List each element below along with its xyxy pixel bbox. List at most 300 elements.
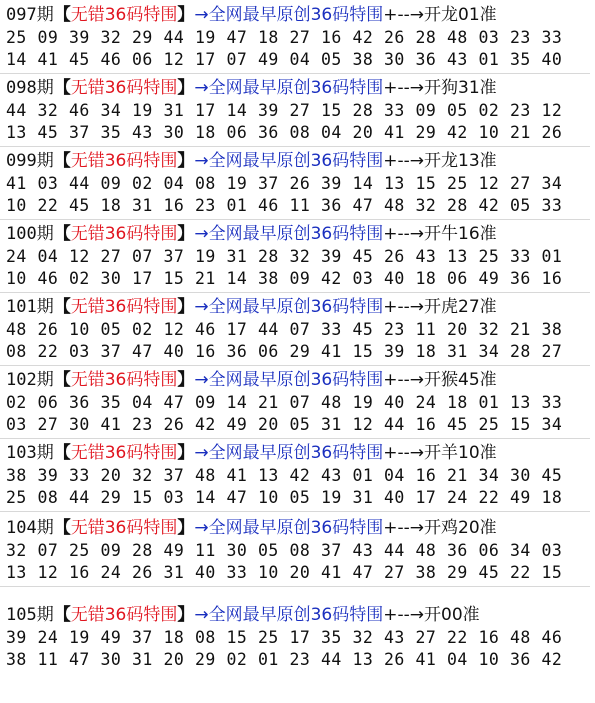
number-cell: 28 [132,541,153,560]
result-text: 开龙13准 [424,151,497,171]
number-row [6,195,592,217]
number-cell: 02 [132,320,153,339]
number-cell: 25 [258,628,279,647]
period-label: 098期 [6,78,54,98]
number-cell: 03 [541,541,563,560]
number-cell: 28 [447,196,468,215]
period-label: 100期 [6,224,54,244]
number-cell: 32 [132,466,153,485]
number-cell: 09 [195,393,216,412]
number-cell: 48 [447,28,468,47]
number-cell: 09 [37,28,59,47]
right-bracket: 】 [177,5,195,25]
number-cell: 05 [289,415,311,434]
divider [0,511,590,512]
number-cell: 01 [226,196,248,215]
period-header [6,222,592,246]
promo-text: 全网最早原创36码特围 [208,224,384,244]
number-cell: 44 [163,28,185,47]
number-cell: 34 [541,415,563,434]
promo-text: 全网最早原创36码特围 [208,297,384,317]
number-cell: 31 [226,247,248,266]
period-label: 102期 [6,370,54,390]
period-header [6,149,592,173]
number-cell: 43 [384,628,405,647]
right-bracket: 】 [177,224,195,244]
right-bracket: 】 [177,78,195,98]
number-cell: 37 [258,174,279,193]
number-cell: 23 [510,28,531,47]
number-cell: 15 [163,269,185,288]
number-cell: 39 [321,247,342,266]
number-cell: 22 [510,563,531,582]
number-cell: 22 [447,628,468,647]
number-cell: 35 [100,123,122,142]
number-cell: 15 [415,174,437,193]
number-cell: 27 [541,342,563,361]
number-cell: 47 [352,563,374,582]
period-label: 104期 [6,518,54,538]
number-cell: 41 [100,415,122,434]
number-cell: 45 [69,50,90,69]
number-cell: 18 [163,628,185,647]
number-cell: 09 [289,269,311,288]
number-cell: 43 [352,541,374,560]
number-cell: 15 [510,415,531,434]
right-bracket: 】 [177,370,195,390]
number-cell: 13 [6,563,27,582]
number-cell: 44 [6,101,27,120]
number-cell: 12 [163,50,185,69]
number-row [6,122,592,144]
number-cell: 46 [69,101,90,120]
number-cell: 15 [541,563,563,582]
number-row [6,465,592,487]
number-cell: 42 [195,415,216,434]
number-cell: 13 [258,466,279,485]
period-header [6,603,592,627]
number-cell: 38 [541,320,563,339]
number-row [6,627,592,649]
number-cell: 48 [321,393,342,412]
number-cell: 21 [258,393,279,412]
left-bracket: 【 [53,518,71,538]
divider [0,292,590,293]
number-cell: 36 [258,123,279,142]
number-cell: 23 [195,196,216,215]
number-cell: 04 [289,50,311,69]
banner-title: 无错36码特围 [70,297,178,317]
divider [0,586,590,587]
number-cell: 26 [289,174,311,193]
period-block [6,368,592,436]
number-cell: 06 [132,50,153,69]
right-bracket: 】 [177,443,195,463]
number-cell: 14 [352,174,374,193]
number-cell: 16 [541,269,563,288]
number-cell: 06 [258,342,279,361]
banner-title: 无错36码特围 [70,370,178,390]
number-cell: 21 [510,320,531,339]
period-header [6,368,592,392]
number-cell: 20 [258,415,279,434]
period-block [6,603,592,671]
number-cell: 29 [132,28,153,47]
number-cell: 01 [258,650,279,669]
number-cell: 40 [384,393,405,412]
number-cell: 30 [510,466,531,485]
number-cell: 33 [226,563,248,582]
number-cell: 47 [163,393,185,412]
number-cell: 47 [69,650,90,669]
number-cell: 17 [195,50,216,69]
number-cell: 27 [289,101,311,120]
number-cell: 13 [384,174,405,193]
number-cell: 09 [415,101,437,120]
number-cell: 45 [447,415,468,434]
number-cell: 47 [352,196,374,215]
number-cell: 24 [447,488,468,507]
number-cell: 42 [289,466,311,485]
number-cell: 33 [541,28,563,47]
number-cell: 07 [226,50,248,69]
number-cell: 25 [478,415,500,434]
number-cell: 18 [258,28,279,47]
number-cell: 20 [352,123,374,142]
number-cell: 46 [258,196,279,215]
number-cell: 43 [321,466,342,485]
number-cell: 33 [541,393,563,412]
number-cell: 08 [195,628,216,647]
number-cell: 30 [163,123,185,142]
number-cell: 42 [447,123,468,142]
number-cell: 33 [321,320,342,339]
number-cell: 10 [6,269,27,288]
number-cell: 32 [289,247,311,266]
number-cell: 05 [100,320,122,339]
number-cell: 19 [321,488,342,507]
number-cell: 35 [321,628,342,647]
number-cell: 45 [541,466,563,485]
number-cell: 30 [100,650,122,669]
left-bracket: 【 [53,370,71,390]
number-cell: 48 [6,320,27,339]
period-block [6,3,592,71]
number-cell: 18 [415,342,437,361]
number-cell: 32 [478,320,500,339]
number-cell: 04 [163,174,185,193]
number-cell: 36 [69,393,90,412]
right-bracket: 】 [177,605,195,625]
number-cell: 17 [415,488,437,507]
number-cell: 29 [447,563,468,582]
number-cell: 06 [37,393,59,412]
number-cell: 03 [37,174,59,193]
number-cell: 41 [6,174,27,193]
number-cell: 31 [163,101,185,120]
dash-arrow: +--→ [383,78,425,98]
period-block [6,516,592,584]
number-cell: 16 [69,563,90,582]
number-cell: 30 [384,50,405,69]
result-text: 开虎27准 [424,297,497,317]
promo-text: 全网最早原创36码特围 [208,151,384,171]
number-cell: 44 [69,488,90,507]
number-cell: 17 [289,628,311,647]
number-cell: 33 [510,247,531,266]
arrow-icon: → [194,297,209,317]
period-block [6,441,592,509]
number-cell: 04 [37,247,59,266]
number-cell: 23 [384,320,405,339]
number-cell: 18 [415,269,437,288]
number-cell: 10 [258,563,279,582]
period-header [6,3,592,27]
number-cell: 45 [478,563,500,582]
number-row [6,562,592,584]
number-row [6,268,592,290]
left-bracket: 【 [53,605,71,625]
number-cell: 03 [478,28,500,47]
number-cell: 12 [37,563,59,582]
period-label: 101期 [6,297,54,317]
number-cell: 27 [100,247,122,266]
number-cell: 16 [321,28,342,47]
number-cell: 21 [447,466,468,485]
number-cell: 01 [478,393,500,412]
number-cell: 41 [321,563,342,582]
number-cell: 19 [69,628,90,647]
number-cell: 02 [478,101,500,120]
number-cell: 22 [37,342,59,361]
number-cell: 39 [384,342,405,361]
number-cell: 25 [447,174,468,193]
number-cell: 23 [289,650,311,669]
number-cell: 12 [163,320,185,339]
number-cell: 05 [510,196,531,215]
number-cell: 37 [132,628,153,647]
result-text: 开00准 [424,605,480,625]
number-cell: 07 [37,541,59,560]
banner-title: 无错36码特围 [70,78,178,98]
number-row [6,341,592,363]
number-cell: 07 [289,393,311,412]
number-cell: 14 [6,50,27,69]
number-cell: 10 [478,650,500,669]
number-cell: 23 [510,101,531,120]
number-cell: 42 [321,269,342,288]
number-row [6,319,592,341]
number-cell: 43 [132,123,153,142]
number-cell: 31 [132,196,153,215]
period-block [6,76,592,144]
arrow-icon: → [194,443,209,463]
number-cell: 40 [384,269,405,288]
number-cell: 39 [69,28,90,47]
number-cell: 41 [384,123,405,142]
number-cell: 41 [321,342,342,361]
number-cell: 24 [100,563,122,582]
number-cell: 34 [541,174,563,193]
number-cell: 27 [384,563,405,582]
result-text: 开龙01准 [424,5,497,25]
number-cell: 21 [510,123,531,142]
number-cell: 02 [226,650,248,669]
number-cell: 39 [37,466,59,485]
number-cell: 29 [195,650,216,669]
number-cell: 38 [6,650,27,669]
number-cell: 11 [37,650,59,669]
dash-arrow: +--→ [383,443,425,463]
number-cell: 37 [321,541,342,560]
number-cell: 31 [321,415,342,434]
number-cell: 15 [352,342,374,361]
number-cell: 16 [163,196,185,215]
number-cell: 48 [415,541,437,560]
number-row [6,414,592,436]
number-cell: 27 [415,628,437,647]
right-bracket: 】 [177,518,195,538]
banner-title: 无错36码特围 [70,443,178,463]
number-cell: 36 [447,541,468,560]
number-cell: 08 [6,342,27,361]
divider [0,73,590,74]
number-cell: 12 [478,174,500,193]
number-cell: 12 [541,101,563,120]
number-cell: 27 [289,28,311,47]
period-header [6,76,592,100]
number-cell: 26 [384,247,405,266]
divider [0,438,590,439]
number-cell: 44 [384,541,405,560]
number-cell: 12 [69,247,90,266]
number-cell: 49 [226,415,248,434]
banner-title: 无错36码特围 [70,151,178,171]
number-cell: 19 [352,393,374,412]
result-text: 开羊10准 [424,443,497,463]
period-header [6,295,592,319]
number-cell: 29 [289,342,311,361]
number-cell: 37 [163,466,185,485]
period-label: 105期 [6,605,54,625]
result-text: 开牛16准 [424,224,497,244]
number-cell: 22 [478,488,500,507]
number-cell: 30 [100,269,122,288]
number-cell: 17 [226,320,248,339]
number-cell: 45 [69,196,90,215]
number-cell: 04 [132,393,153,412]
number-cell: 44 [258,320,279,339]
number-cell: 36 [415,50,437,69]
number-cell: 18 [195,123,216,142]
number-cell: 41 [226,466,248,485]
number-cell: 26 [541,123,563,142]
number-cell: 09 [100,541,122,560]
number-cell: 49 [510,488,531,507]
number-cell: 43 [415,247,437,266]
number-cell: 49 [100,628,122,647]
number-cell: 11 [415,320,437,339]
number-cell: 04 [321,123,342,142]
number-cell: 03 [6,415,27,434]
divider [0,146,590,147]
number-cell: 16 [415,415,437,434]
number-cell: 42 [478,196,500,215]
number-cell: 08 [37,488,59,507]
number-cell: 15 [132,488,153,507]
number-cell: 08 [289,541,311,560]
number-cell: 01 [478,50,500,69]
number-cell: 16 [415,466,437,485]
number-cell: 48 [195,466,216,485]
number-cell: 36 [510,650,531,669]
number-cell: 19 [195,247,216,266]
number-cell: 15 [321,101,342,120]
arrow-icon: → [194,224,209,244]
banner-title: 无错36码特围 [70,605,178,625]
number-cell: 47 [226,28,248,47]
banner-title: 无错36码特围 [70,518,178,538]
number-cell: 44 [321,650,342,669]
number-cell: 34 [478,342,500,361]
number-cell: 04 [447,650,468,669]
number-cell: 32 [415,196,437,215]
number-cell: 25 [478,247,500,266]
number-cell: 39 [321,174,342,193]
number-cell: 05 [447,101,468,120]
number-cell: 21 [195,269,216,288]
number-row [6,649,592,671]
number-cell: 20 [100,466,122,485]
number-cell: 33 [384,101,405,120]
arrow-icon: → [194,5,209,25]
number-cell: 48 [510,628,531,647]
result-text: 开狗31准 [424,78,497,98]
number-cell: 32 [6,541,27,560]
number-cell: 36 [226,342,248,361]
number-cell: 46 [541,628,563,647]
dash-arrow: +--→ [383,605,425,625]
number-cell: 36 [510,269,531,288]
number-cell: 38 [352,50,374,69]
number-cell: 30 [69,415,90,434]
left-bracket: 【 [53,297,71,317]
left-bracket: 【 [53,78,71,98]
dash-arrow: +--→ [383,5,425,25]
number-cell: 10 [6,196,27,215]
number-cell: 13 [352,650,374,669]
number-cell: 11 [195,541,216,560]
period-label: 097期 [6,5,54,25]
number-cell: 10 [478,123,500,142]
number-cell: 43 [447,50,468,69]
arrow-icon: → [194,518,209,538]
number-cell: 26 [37,320,59,339]
number-cell: 28 [415,28,437,47]
number-cell: 06 [478,541,500,560]
number-cell: 14 [226,269,248,288]
number-cell: 33 [541,196,563,215]
number-cell: 38 [258,269,279,288]
number-cell: 25 [6,488,27,507]
number-cell: 26 [384,650,405,669]
number-row [6,100,592,122]
number-cell: 30 [226,541,248,560]
number-cell: 31 [352,488,374,507]
period-block [6,149,592,217]
number-cell: 45 [352,320,374,339]
number-cell: 06 [226,123,248,142]
